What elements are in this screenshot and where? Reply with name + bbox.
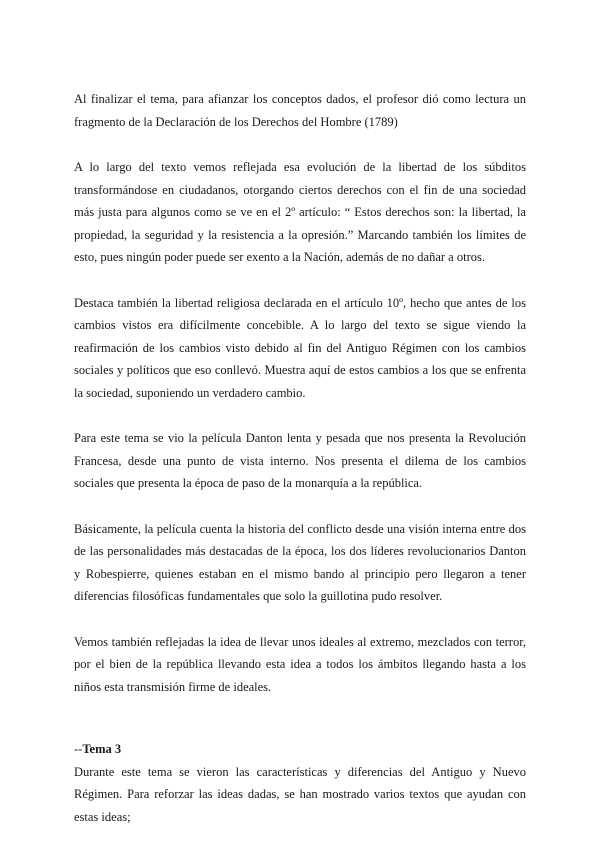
paragraph-declaration-intro: Al finalizar el tema, para afianzar los conceptos dados, el profesor dió como lectura un fragmento de la Declaración de los Derechos del Hombre (1789)	[74, 92, 526, 129]
section-heading-prefix: --	[74, 742, 83, 756]
paragraph-danton-film: Para este tema se vio la película Danton lenta y pesada que nos presenta la Revolución Francesa, desde una punto de vista interno. Nos presenta el dilema de los cambios sociales que presenta la época de paso de la monarquía a la república.	[74, 431, 526, 490]
section-heading-title: Tema 3	[82, 742, 122, 756]
section-heading	[74, 738, 526, 761]
paragraph-ideals-extreme: Vemos también reflejadas la idea de llevar unos ideales al extremo, mezclados con terror, por el bien de la república llevando esta idea a todos los ámbitos llegando hasta a los niños esta transmisión firme de ideales.	[74, 634, 526, 694]
paragraph-tema3-intro: Durante este tema se vieron las características y diferencias del Antiguo y Nuevo Régimen. Para reforzar las ideas dadas, se han mostrado varios textos que ayudan con estas ideas;	[74, 764, 526, 824]
paragraph-citizens-rights: A lo largo del texto vemos reflejada esa evolución de la libertad de los súbditos transformándose en ciudadanos, otorgando ciertos derechos con el fin de una sociedad más justa para algunos como se ve en el 2º artículo: “ Estos derechos son: la libertad, la propiedad, la seguridad y la resistencia a la opresión.” Marcando también los límites de esto, pues ningún poder puede ser exento a la Nación, además de no dañar a otros.	[74, 160, 526, 264]
paragraph-film-summary: Básicamente, la película cuenta la historia del conflicto desde una visión interna entre dos de las personalidades más destacadas de la época, los dos líderes revolucionarios Danton y Robespierre, quienes estaban en el mismo bando al principio pero llegaron a tener diferencias filosóficas fundamentales que solo la guillotina pudo resolver.	[74, 521, 526, 603]
paragraph-religious-freedom: Destaca también la libertad religiosa declarada en el artículo 10º, hecho que antes de los cambios vistos era difícilmente concebible. A lo largo del texto se sigue viendo la reafirmación de los cambios visto debido al fin del Antiguo Régimen con los cambios sociales y políticos que eso conllevó. Muestra aquí de estos cambios a los que se enfrenta la sociedad, suponiendo un verdadero cambio.	[74, 295, 526, 400]
